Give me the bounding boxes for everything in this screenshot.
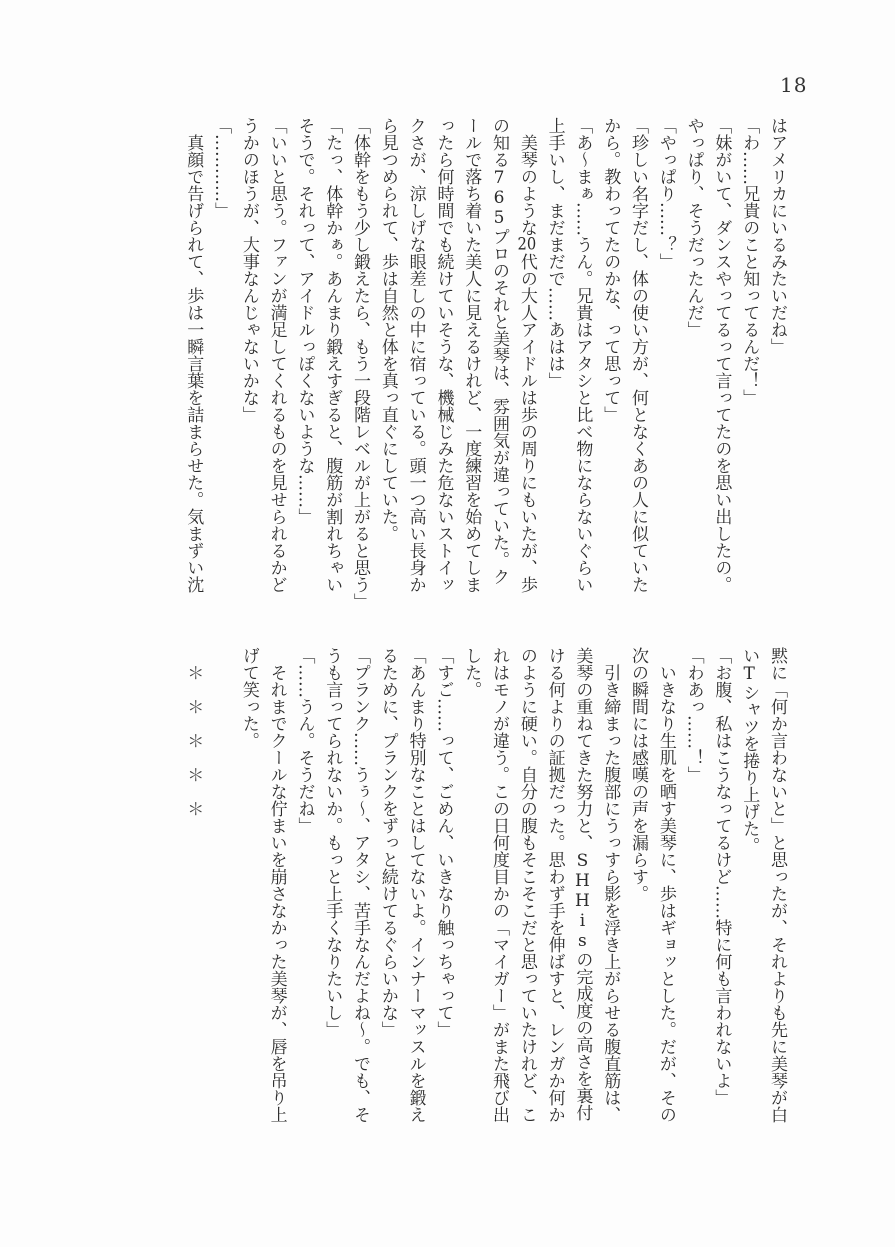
text-line: それまでクールな佇まいを崩さなかった美琴が、唇を吊り上げて笑った。 bbox=[238, 647, 287, 1123]
text-line: 「お腹、私はこうなってるけど……特に何も言われないよ」 bbox=[711, 647, 732, 1106]
text-line: 「あんまり特別なことはしてないよ。インナーマッスルを鍛えるために、プランクをずっと続けてるぐらいかな」 bbox=[377, 647, 426, 1123]
text-line: 「あ〜まぁ……うん。兄貴はアタシと比べ物にならないぐらい上手いし、まだまだで……あはは」 bbox=[544, 117, 593, 593]
text-line: 「プランク……うぅ〜、アタシ、苦手なんだよね〜。でも、そうも言ってられないか。もっと上手くなりたいし」 bbox=[322, 647, 371, 1123]
text-line: 「体幹をもう少し鍛えたら、もう一段階レベルが上がると思う」 bbox=[350, 117, 371, 610]
text-line: 「…………」 bbox=[211, 117, 232, 219]
text-line bbox=[206, 647, 234, 1125]
text-line: 「わあっ……！」 bbox=[683, 647, 704, 783]
text-line: 「珍しい名字だし、体の使い方が、何となくあの人に似ていたから。教わってたのかな、って思って」 bbox=[600, 117, 649, 593]
text-line: 引き締まった腹部にうっすら影を浮き上がらせる腹直筋は、美琴の重ねてきた努力と、SHHisの完成度の高さを裏付ける何よりの証拠だった。思わず手を伸ばすと、レンガか何かのように硬い。自分の腹もそこそこだと思っていたけれど、これはモノが違う。この日何度目かの「マイガー」がまた飛び出した。 bbox=[461, 647, 621, 1123]
upper-text-block bbox=[178, 117, 790, 610]
text-line: 「いいと思う。ファンが満足してくれるものを見せられるかどうかのほうが、大事なんじゃないかな」 bbox=[238, 117, 287, 593]
text-line: 「……うん。そうだね」 bbox=[294, 647, 315, 834]
lower-text-block bbox=[178, 647, 790, 1125]
text-line: 「妹がいて、ダンスやってるって言ってたのを思い出したの。やっぱり、そうだったんだ」 bbox=[683, 117, 732, 593]
text-line: 真顔で告げられて、歩は一瞬言葉を詰まらせた。気まずい沈 bbox=[183, 117, 204, 593]
page-number: 18 bbox=[780, 73, 808, 97]
text-line: 「たっ、体幹かぁ。あんまり鍛えすぎると、腹筋が割れちゃいそうで。それって、アイドルっぽくないような……」 bbox=[294, 117, 343, 593]
text-line: 「すご……って、ごめん、いきなり触っちゃって」 bbox=[433, 647, 454, 1038]
text-line: 「わ……兄貴のこと知ってるんだ！」 bbox=[739, 117, 760, 406]
text-line: いきなり生肌を晒す美琴に、歩はギョッとした。だが、その次の瞬間には感嘆の声を漏らす。 bbox=[628, 647, 676, 1123]
text-line: ＊ ＊ ＊ ＊ ＊ bbox=[183, 647, 204, 817]
text-line: 黙に「何か言わないと」と思ったが、それよりも先に美琴が白いTシャツを捲り上げた。 bbox=[739, 647, 787, 1123]
text-line: 「やっぱり……？」 bbox=[655, 117, 676, 270]
text-line: はアメリカにいるみたいだね」 bbox=[767, 117, 787, 355]
text-line: 美琴のような20代の大人アイドルは歩の周りにもいたが、歩の知る765プロのそれと美琴は、雰囲気が違っていた。クールで落ち着いた美人に見えるけれど、一度練習を始めてしまったら何時間でも続けていそうな、機械じみた危ないストイックさが、涼しげな眼差しの中に宿っている。頭一つ高い長身から見つめられて、歩は自然と体を真っ直ぐにしていた。 bbox=[377, 117, 537, 593]
